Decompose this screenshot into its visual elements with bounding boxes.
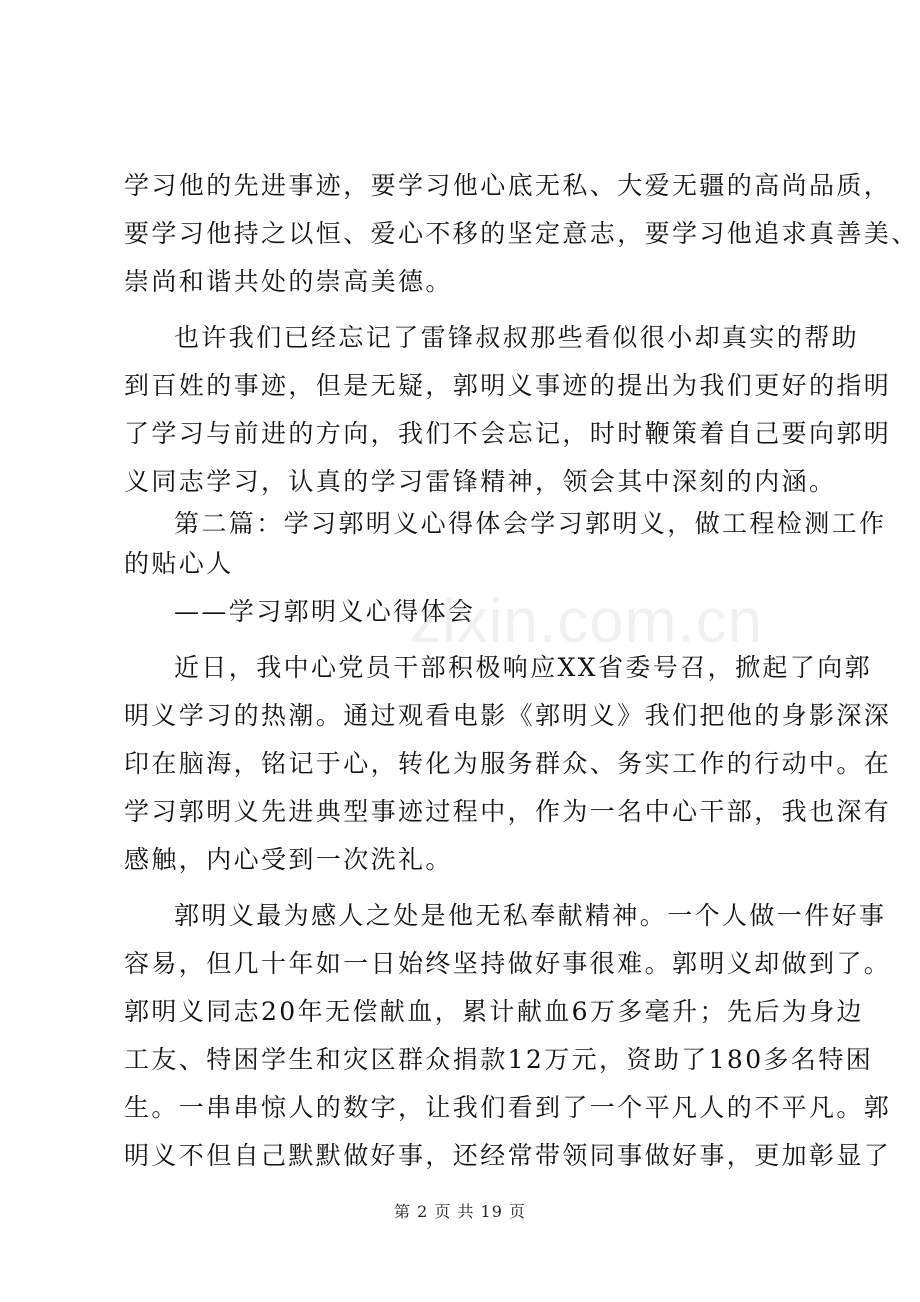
paragraph-start-line: 近日，我中心党员干部积极响应XX省委号召，掀起了向郭 bbox=[174, 653, 872, 682]
watermark: zixin.com.cn bbox=[410, 587, 764, 656]
subtitle-line: ——学习郭明义心得体会 bbox=[174, 597, 476, 626]
text-line: 容易，但几十年如一日始终坚持做好事很难。郭明义却做到了。 bbox=[124, 949, 892, 978]
text-line: 明义不但自己默默做好事，还经常带领同事做好事，更加彰显了 bbox=[124, 1141, 892, 1170]
text-line: 学习郭明义先进典型事迹过程中，作为一名中心干部，我也深有 bbox=[124, 797, 892, 826]
text-line: 工友、特困学生和灾区群众捐款12万元，资助了180多名特困 bbox=[124, 1045, 874, 1074]
text-line: 郭明义同志20年无偿献血，累计献血6万多毫升；先后为身边 bbox=[124, 997, 864, 1026]
text-line: 了学习与前进的方向，我们不会忘记，时时鞭策着自己要向郭明 bbox=[124, 419, 892, 448]
text-line: 义同志学习，认真的学习雷锋精神，领会其中深刻的内涵。 bbox=[124, 467, 837, 496]
text-line: 印在脑海，铭记于心，转化为服务群众、务实工作的行动中。在 bbox=[124, 749, 892, 778]
text-line: 要学习他持之以恒、爱心不移的坚定意志，要学习他追求真善美、 bbox=[124, 219, 919, 248]
text-line: 崇尚和谐共处的崇高美德。 bbox=[124, 267, 453, 296]
text-line: 学习他的先进事迹，要学习他心底无私、大爱无疆的高尚品质， bbox=[124, 171, 892, 200]
section-heading-line: 的贴心人 bbox=[124, 549, 234, 578]
paragraph-start-line: 也许我们已经忘记了雷锋叔叔那些看似很小却真实的帮助 bbox=[174, 323, 860, 352]
paragraph-start-line: 郭明义最为感人之处是他无私奉献精神。一个人做一件好事 bbox=[174, 901, 887, 930]
text-line: 感触，内心受到一次洗礼。 bbox=[124, 845, 453, 874]
text-line: 生。一串串惊人的数字，让我们看到了一个平凡人的不平凡。郭 bbox=[124, 1093, 892, 1122]
text-line: 到百姓的事迹，但是无疑，郭明义事迹的提出为我们更好的指明 bbox=[124, 371, 892, 400]
section-heading-line: 第二篇：学习郭明义心得体会学习郭明义，做工程检测工作 bbox=[174, 509, 887, 538]
text-line: 明义学习的热潮。通过观看电影《郭明义》我们把他的身影深深 bbox=[124, 701, 892, 730]
page-footer: 第 2 页 共 19 页 bbox=[394, 1202, 526, 1221]
